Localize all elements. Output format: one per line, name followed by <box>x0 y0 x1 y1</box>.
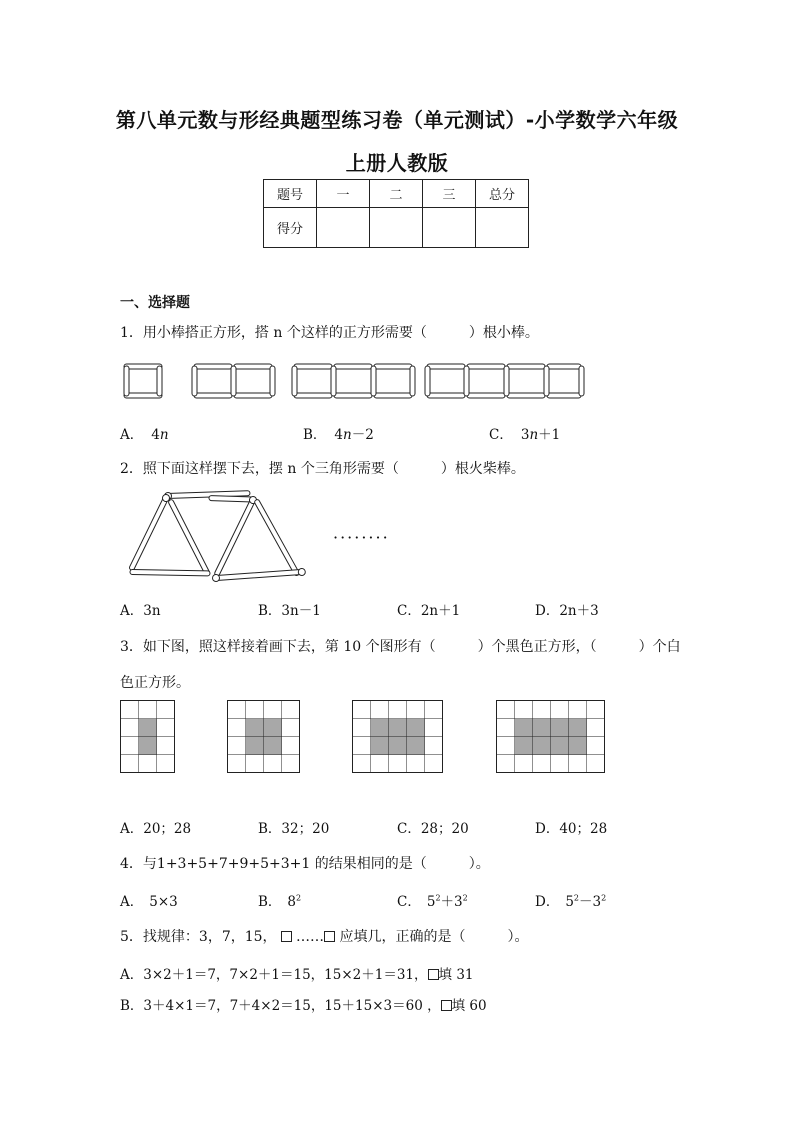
q5-option-b[interactable] <box>120 994 487 1014</box>
q5-option-a[interactable] <box>120 963 474 983</box>
question-2-text: 2．照下面这样摆下去，摆 n 个三角形需要（ ）根火柴棒。 <box>120 461 525 477</box>
stick-square-group-4 <box>425 364 584 398</box>
score-cell[interactable] <box>423 208 476 248</box>
q4-option-a[interactable] <box>120 890 178 910</box>
option-operator: ＋ <box>440 894 455 910</box>
grid-figure-2 <box>228 701 300 773</box>
score-cell[interactable] <box>476 208 529 248</box>
q1-option-b[interactable] <box>303 423 374 443</box>
q4-option-c[interactable] <box>397 890 468 910</box>
option-exponent: 2 <box>573 893 580 903</box>
q2-option-a[interactable]: A．3n <box>120 603 161 619</box>
option-exponent: 2 <box>601 893 607 903</box>
option-suffix: ＋1 <box>538 427 561 443</box>
q3-option-b[interactable]: B．32；20 <box>258 821 330 837</box>
q5-text-ellipsis: …… <box>291 929 324 945</box>
stick-square-group-3 <box>292 364 415 398</box>
score-header-cell: 三 <box>423 180 476 208</box>
option-exponent: 2 <box>296 893 302 903</box>
score-header-cell: 总分 <box>476 180 529 208</box>
blank-box-icon <box>324 931 335 942</box>
option-letter: B． <box>258 894 282 910</box>
option-letter: C． <box>397 894 421 910</box>
option-text: 填 60 <box>451 998 487 1014</box>
q5-text-prefix: 5．找规律：3，7，15， <box>120 929 277 945</box>
stick-square-group-2 <box>192 364 275 398</box>
score-cell[interactable] <box>370 208 423 248</box>
question-5-text <box>120 926 528 946</box>
option-coef: 3 <box>520 427 530 443</box>
q1-option-c[interactable] <box>489 423 560 443</box>
q1-option-a[interactable] <box>120 423 169 443</box>
q2-option-b[interactable]: B．3n－1 <box>258 603 321 619</box>
blank-box-icon <box>441 1000 452 1011</box>
q1-stick-squares-figure <box>118 358 588 408</box>
option-coef: 4 <box>334 427 344 443</box>
blank-box-icon <box>281 931 292 942</box>
q2-continuation-dots: ········ <box>333 528 390 547</box>
question-1-text: 1．用小棒搭正方形，搭 n 个这样的正方形需要（ ）根小棒。 <box>120 325 539 341</box>
q5-text-suffix: 应填几，正确的是（ ）。 <box>335 929 529 945</box>
option-base: 8 <box>287 894 297 910</box>
question-3-text-line1: 3．如下图，照这样接着画下去，第 10 个图形有（ ）个黑色正方形，（ ）个白 <box>120 639 681 655</box>
q2-matchstick-triangles-figure <box>118 488 318 588</box>
score-header-cell: 题号 <box>264 180 317 208</box>
option-base: 5 <box>565 894 574 910</box>
option-text: B．3＋4×1＝7，7＋4×2＝15，15＋15×3＝60 ， <box>120 998 441 1014</box>
score-cell[interactable] <box>317 208 370 248</box>
option-operator: － <box>579 894 593 910</box>
option-coef: 4 <box>151 427 160 443</box>
grid-figure-3 <box>353 701 443 773</box>
score-row-label: 得分 <box>264 208 317 248</box>
option-letter: A． <box>120 427 144 443</box>
option-exponent: 2 <box>435 893 441 903</box>
option-suffix: －2 <box>351 427 374 443</box>
q3-grid-figures <box>118 700 608 776</box>
option-variable: n <box>529 427 539 443</box>
option-text: 填 31 <box>438 967 474 983</box>
q4-option-b[interactable] <box>258 890 301 910</box>
option-variable: n <box>159 427 169 443</box>
option-base: 5 <box>426 894 436 910</box>
question-3-text-line2: 色正方形。 <box>120 675 190 691</box>
option-base: 3 <box>592 894 602 910</box>
q3-option-d[interactable]: D．40；28 <box>535 821 608 837</box>
option-text: A．3×2＋1＝7，7×2＋1＝15，15×2＋1＝31， <box>120 967 428 983</box>
q2-option-d[interactable]: D．2n＋3 <box>535 603 599 619</box>
section-heading: 一、选择题 <box>120 295 190 311</box>
option-letter: B． <box>303 427 327 443</box>
option-letter: A． <box>120 894 144 910</box>
option-variable: n <box>343 427 352 443</box>
option-base: 3 <box>454 894 463 910</box>
stick-square-group-1 <box>124 364 162 398</box>
q4-option-d[interactable] <box>535 890 606 910</box>
q3-option-c[interactable]: C．28；20 <box>397 821 469 837</box>
option-value: 5×3 <box>149 894 178 910</box>
score-header-cell: 二 <box>370 180 423 208</box>
option-exponent: 2 <box>462 893 468 903</box>
q2-option-c[interactable]: C．2n＋1 <box>397 603 461 619</box>
blank-box-icon <box>428 969 439 980</box>
q3-option-a[interactable]: A．20；28 <box>120 821 192 837</box>
page-title-line1: 第八单元数与形经典题型练习卷（单元测试）-小学数学六年级 <box>115 108 679 132</box>
score-table <box>263 179 529 248</box>
grid-figure-1 <box>121 701 175 773</box>
grid-figure-4 <box>497 701 605 773</box>
question-4-text: 4．与1+3+5+7+9+5+3+1 的结果相同的是（ ）。 <box>120 856 490 872</box>
option-letter: D． <box>535 894 560 910</box>
page-title-line2: 上册人教版 <box>345 151 449 175</box>
option-letter: C． <box>489 427 513 443</box>
score-header-cell: 一 <box>317 180 370 208</box>
